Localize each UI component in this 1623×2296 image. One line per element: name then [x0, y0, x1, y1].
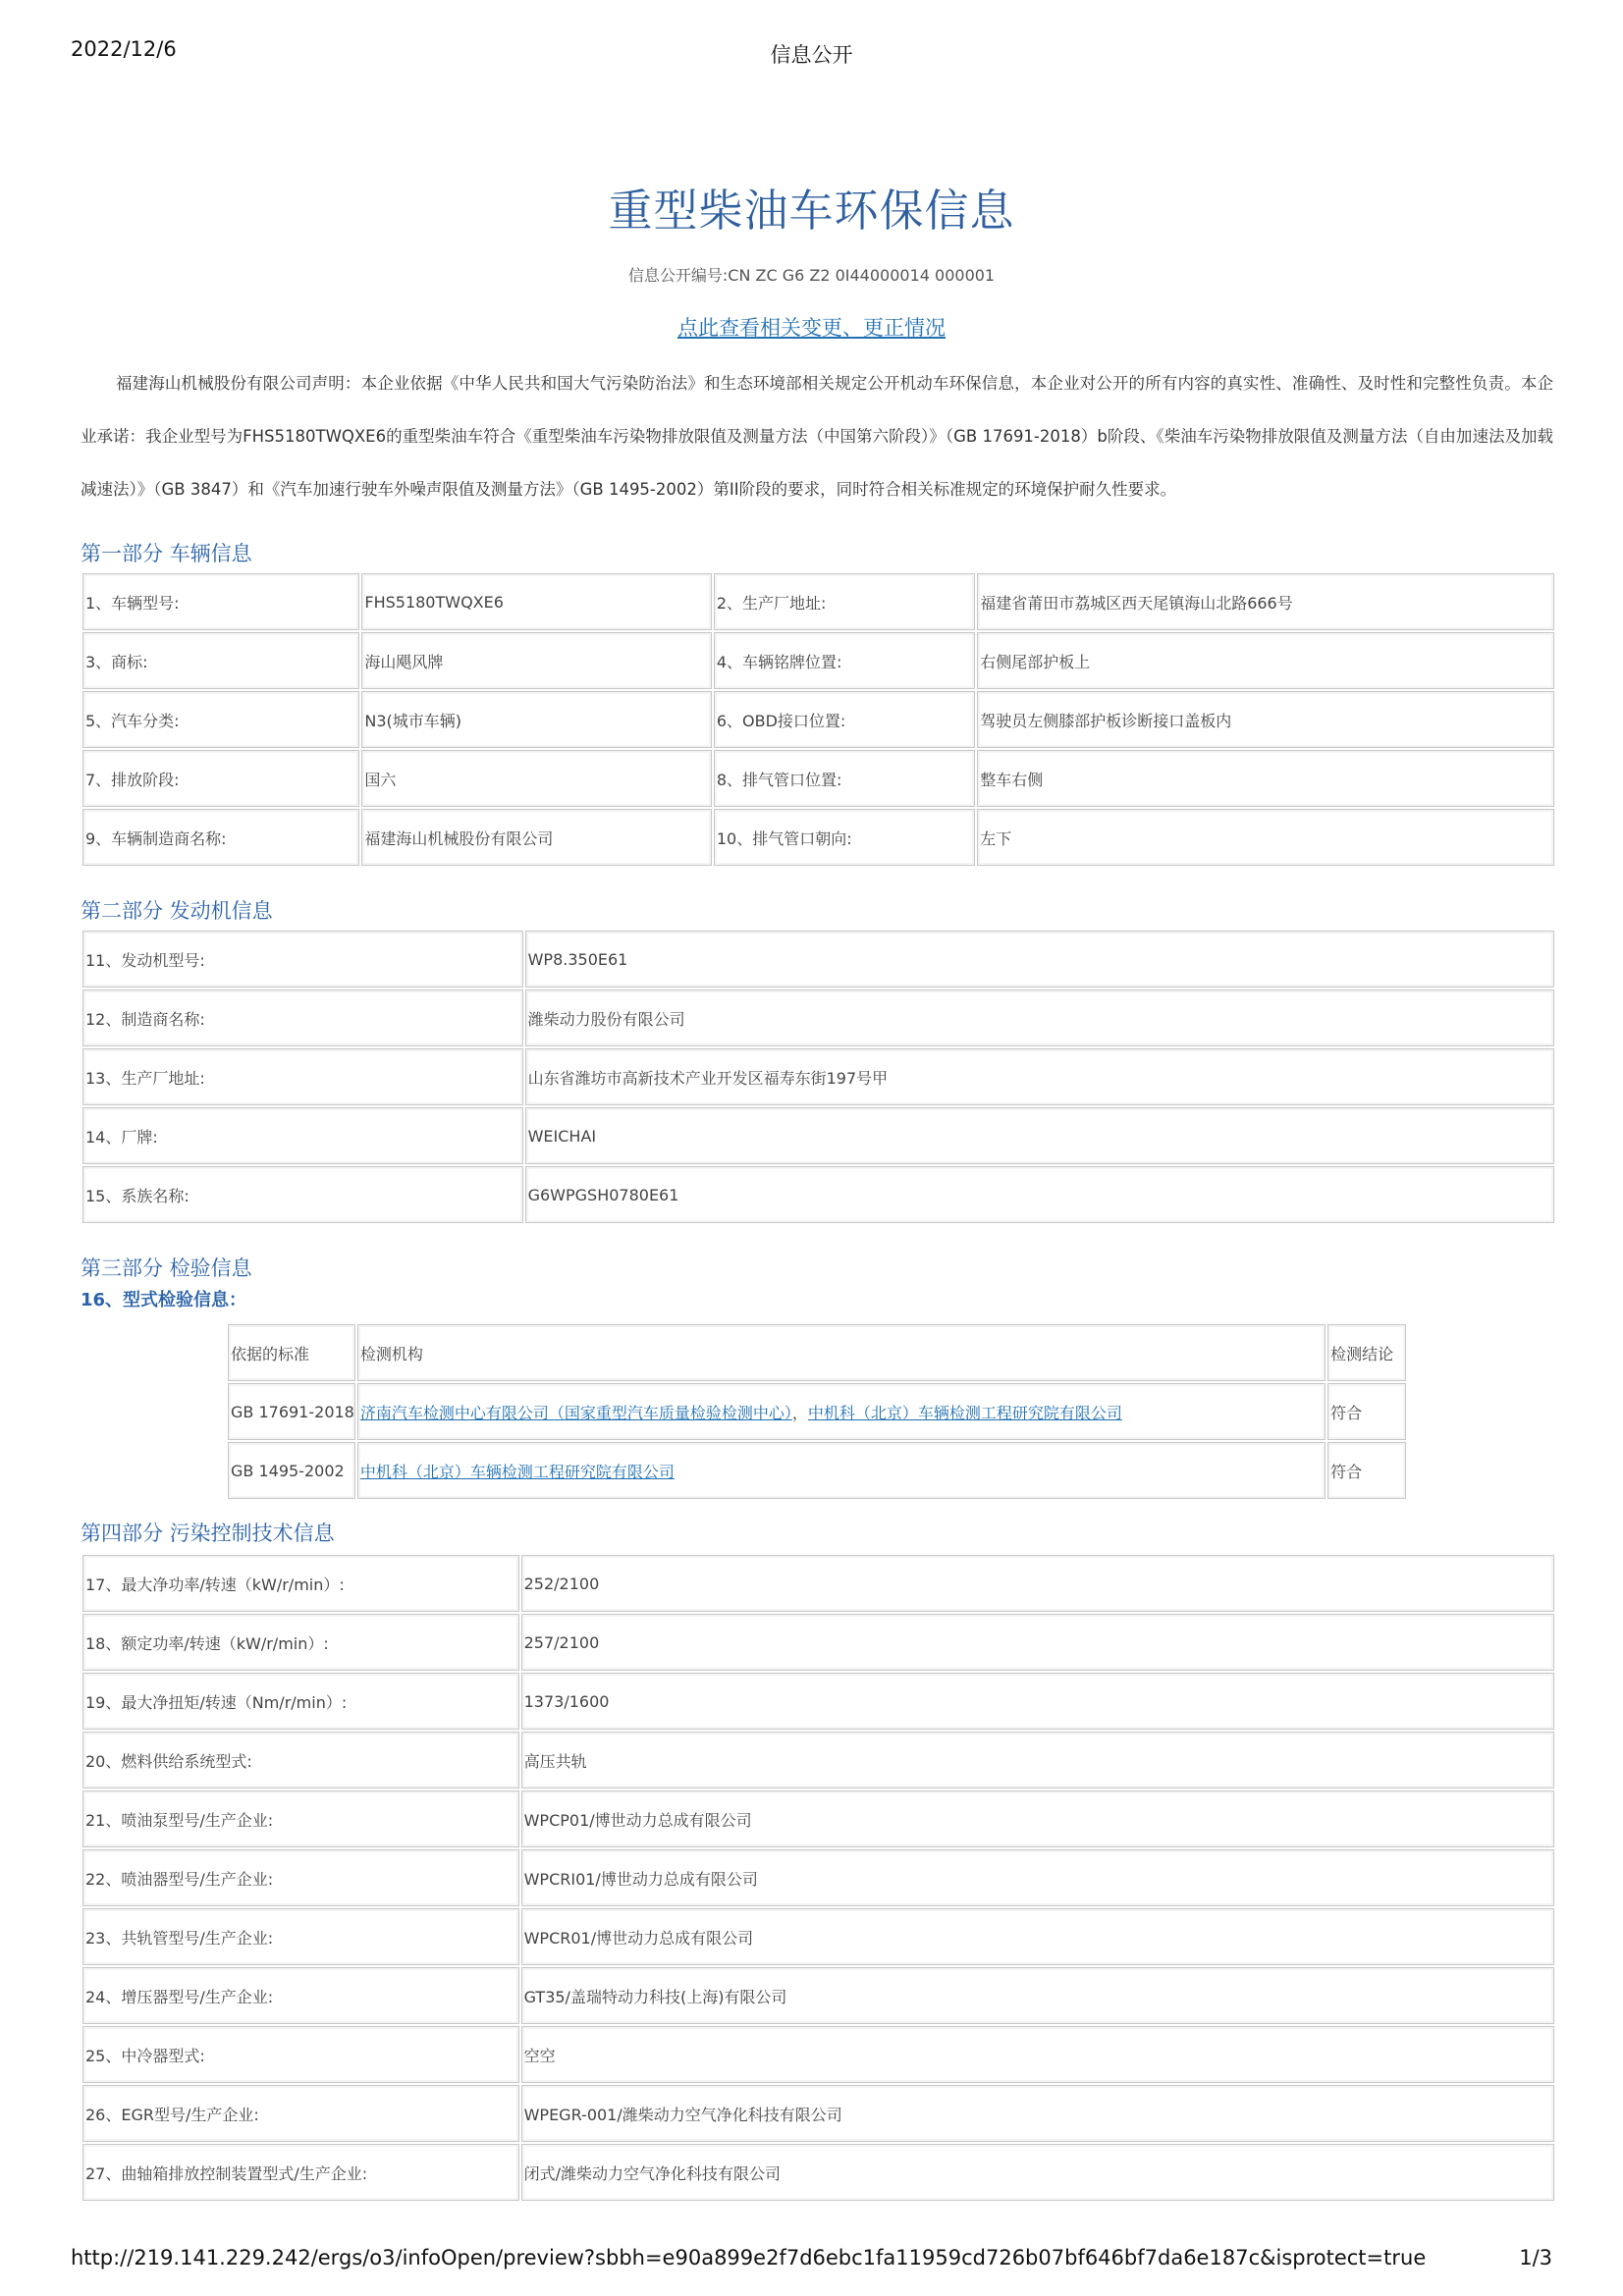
table-row — [82, 989, 1554, 1046]
table-row — [82, 1673, 1554, 1730]
field-label: 9、车辆制造商名称: — [82, 809, 359, 866]
field-label: 14、厂牌: — [82, 1107, 523, 1164]
table-row — [82, 1614, 1554, 1671]
field-value: 福建海山机械股份有限公司 — [361, 809, 711, 866]
field-value: 空空 — [521, 2026, 1554, 2083]
table-row — [82, 691, 1554, 748]
print-page-title: 信息公开 — [770, 43, 853, 67]
company-statement: 福建海山机械股份有限公司声明：本企业依据《中华人民共和国大气污染防治法》和生态环境部相关规定公开机动车环保信息，本企业对公开的所有内容的真实性、准确性、及时性和完整性负责。本企业承诺：我企业型号为FHS5180TWQXE6的重型柴油车符合《重型柴油车污染物排放限值及测量方法（中国第六阶段）》（GB 17691-2018）b阶段、《柴油车污染物排放限值及测量方法（自由加速法及加载减速法）》（GB 3847）和《汽车加速行驶车外噪声限值及测量方法》（GB 1495-2002）第II阶段的要求，同时符合相关标准规定的环境保护耐久性要求。 — [81, 374, 1553, 499]
field-label: 4、车辆铭牌位置: — [714, 632, 975, 689]
table-row — [82, 632, 1554, 689]
inspection-org-cell — [357, 1442, 1325, 1499]
section-engine-info-title: 第二部分 发动机信息 — [81, 899, 273, 923]
table-row — [82, 1849, 1554, 1906]
page-number: 1/3 — [1519, 2246, 1552, 2269]
inspection-org-link[interactable]: 中机科（北京）车辆检测工程研究院有限公司 — [807, 1403, 1122, 1422]
table-row — [82, 1790, 1554, 1847]
field-label: 2、生产厂地址: — [714, 573, 975, 630]
field-label: 13、生产厂地址: — [82, 1048, 523, 1105]
field-label: 6、OBD接口位置: — [714, 691, 975, 748]
change-history-link[interactable]: 点此查看相关变更、更正情况 — [677, 316, 946, 340]
table-row — [82, 2085, 1554, 2142]
field-value: WPEGR-001/潍柴动力空气净化科技有限公司 — [521, 2085, 1554, 2142]
field-label: 5、汽车分类: — [82, 691, 359, 748]
field-label: 7、排放阶段: — [82, 750, 359, 807]
inspection-header-row — [228, 1324, 1406, 1381]
header-standard: 依据的标准 — [228, 1324, 355, 1381]
field-value: 252/2100 — [521, 1555, 1554, 1612]
field-value: 驾驶员左侧膝部护板诊断接口盖板内 — [977, 691, 1554, 748]
field-value: WPCP01/博世动力总成有限公司 — [521, 1790, 1554, 1847]
table-row — [82, 1967, 1554, 2024]
field-value: WPCR01/博世动力总成有限公司 — [521, 1908, 1554, 1965]
field-label: 17、最大净功率/转速（kW/r/min）: — [82, 1555, 519, 1612]
field-value: 国六 — [361, 750, 711, 807]
table-row — [82, 750, 1554, 807]
inspection-standard: GB 1495-2002 — [228, 1442, 355, 1499]
print-url: http://219.141.229.242/ergs/o3/infoOpen/preview?sbbh=e90a899e2f7d6ebc1fa11959cd726b07bf646bf7da6e187c&isprotect=true — [71, 2246, 1427, 2269]
field-value: 山东省潍坊市高新技术产业开发区福寿东街197号甲 — [525, 1048, 1554, 1105]
field-value: 海山飓风牌 — [361, 632, 711, 689]
field-value: 左下 — [977, 809, 1554, 866]
org-separator: ， — [791, 1403, 808, 1422]
section-vehicle-info-title: 第一部分 车辆信息 — [81, 542, 252, 565]
page-title: 重型柴油车环保信息 — [608, 185, 1015, 237]
field-value: GT35/盖瑞特动力科技(上海)有限公司 — [521, 1967, 1554, 2024]
inspection-org-link[interactable]: 中机科（北京）车辆检测工程研究院有限公司 — [359, 1462, 675, 1481]
field-value: WPCRI01/博世动力总成有限公司 — [521, 1849, 1554, 1906]
table-row — [82, 1166, 1554, 1223]
info-number: 信息公开编号:CN ZC G6 Z2 0I44000014 000001 — [627, 266, 996, 285]
table-row — [82, 1107, 1554, 1164]
print-date: 2022/12/6 — [71, 37, 177, 61]
field-label: 12、制造商名称: — [82, 989, 523, 1046]
table-row — [82, 1555, 1554, 1612]
field-value: FHS5180TWQXE6 — [361, 573, 711, 630]
field-label: 15、系族名称: — [82, 1166, 523, 1223]
field-value: 福建省莆田市荔城区西天尾镇海山北路666号 — [977, 573, 1554, 630]
table-row — [82, 2144, 1554, 2201]
table-row — [82, 1048, 1554, 1105]
field-label: 22、喷油器型号/生产企业: — [82, 1849, 519, 1906]
inspection-result: 符合 — [1327, 1442, 1406, 1499]
table-row — [82, 1908, 1554, 1965]
field-label: 20、燃料供给系统型式: — [82, 1732, 519, 1789]
field-value: 潍柴动力股份有限公司 — [525, 989, 1554, 1046]
table-row — [82, 573, 1554, 630]
header-org: 检测机构 — [357, 1324, 1325, 1381]
field-value: N3(城市车辆) — [361, 691, 711, 748]
field-value: WP8.350E61 — [525, 931, 1554, 988]
field-label: 1、车辆型号: — [82, 573, 359, 630]
field-value: 闭式/潍柴动力空气净化科技有限公司 — [521, 2144, 1554, 2201]
field-value: 右侧尾部护板上 — [977, 632, 1554, 689]
field-value: 257/2100 — [521, 1614, 1554, 1671]
print-header — [71, 37, 1552, 67]
field-value: WEICHAI — [525, 1107, 1554, 1164]
type-inspection-subtitle: 16、型式检验信息： — [81, 1290, 247, 1310]
field-label: 26、EGR型号/生产企业: — [82, 2085, 519, 2142]
section-pollution-control-title: 第四部分 污染控制技术信息 — [81, 1522, 335, 1545]
inspection-org-cell — [357, 1383, 1325, 1440]
field-label: 21、喷油泵型号/生产企业: — [82, 1790, 519, 1847]
vehicle-info-table — [81, 571, 1556, 868]
print-footer — [71, 2246, 1552, 2275]
field-value: 整车右侧 — [977, 750, 1554, 807]
inspection-standard: GB 17691-2018 — [228, 1383, 355, 1440]
table-row — [82, 931, 1554, 988]
engine-info-table — [81, 929, 1556, 1225]
type-inspection-table — [226, 1322, 1408, 1501]
inspection-org-link[interactable]: 济南汽车检测中心有限公司（国家重型汽车质量检验检测中心） — [359, 1403, 792, 1422]
field-value: G6WPGSH0780E61 — [525, 1166, 1554, 1223]
inspection-row — [228, 1383, 1406, 1440]
header-result: 检测结论 — [1327, 1324, 1406, 1381]
field-label: 10、排气管口朝向: — [714, 809, 975, 866]
field-value: 高压共轨 — [521, 1732, 1554, 1789]
field-label: 25、中冷器型式: — [82, 2026, 519, 2083]
table-row — [82, 809, 1554, 866]
inspection-result: 符合 — [1327, 1383, 1406, 1440]
field-label: 11、发动机型号: — [82, 931, 523, 988]
pollution-control-table — [81, 1553, 1556, 2203]
field-label: 3、商标: — [82, 632, 359, 689]
field-label: 8、排气管口位置: — [714, 750, 975, 807]
table-row — [82, 1732, 1554, 1789]
field-label: 24、增压器型号/生产企业: — [82, 1967, 519, 2024]
field-label: 19、最大净扭矩/转速（Nm/r/min）: — [82, 1673, 519, 1730]
field-label: 27、曲轴箱排放控制装置型式/生产企业: — [82, 2144, 519, 2201]
inspection-row — [228, 1442, 1406, 1499]
field-value: 1373/1600 — [521, 1673, 1554, 1730]
section-inspection-info-title: 第三部分 检验信息 — [81, 1256, 252, 1280]
field-label: 18、额定功率/转速（kW/r/min）: — [82, 1614, 519, 1671]
field-label: 23、共轨管型号/生产企业: — [82, 1908, 519, 1965]
table-row — [82, 2026, 1554, 2083]
